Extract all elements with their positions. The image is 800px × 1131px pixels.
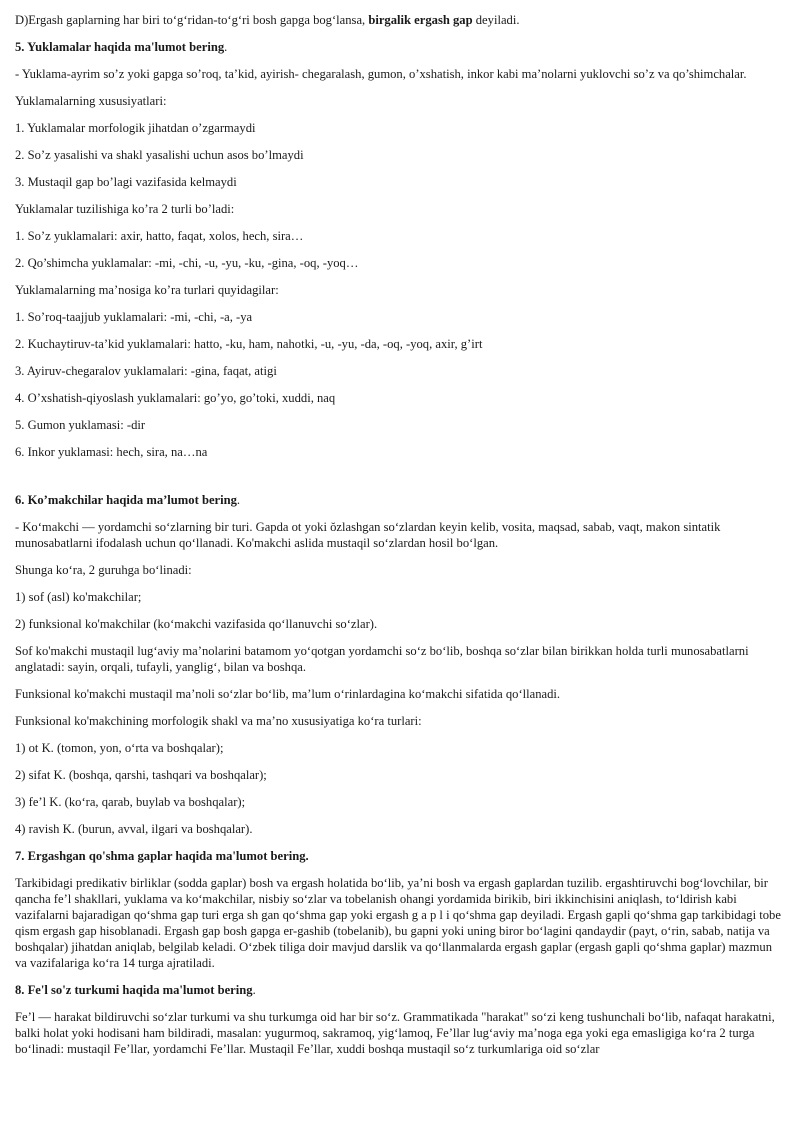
q5-title: 5. Yuklamalar haqida ma'lumot bering [15, 40, 225, 54]
q5-structure-heading: Yuklamalar tuzilishiga ko’ra 2 turli bo’ladi: [15, 202, 235, 216]
q8-body: Fe’l — harakat bildiruvchi so‘zlar turkumi va shu turkumga oid har bir so‘z. Grammatikada "harakat" so‘zi keng tushunchali bo‘lib, nafaqat harakatni, balki holat yoki hodisani ham bildiradi, masalan: yugurmoq, sakramoq, yig‘lamoq, Fe’llar lug‘aviy ma’noga ega yoki ega emasligiga ko‘ra 2 turga bo‘linadi: mustaqil Fe’llar, yordamchi Fe’llar. Mustaqil Fe’llar, xuddi boshqa mustaqil so‘z turkumlariga oid so‘zlar [15, 1010, 775, 1056]
q6-paragraph: 2) funksional ko'makchilar (ko‘makchi vazifasida qo‘llanuvchi so‘zlar). [15, 617, 378, 631]
section-spacer [15, 471, 787, 492]
q6-paragraph: Shunga ko‘ra, 2 guruhga bo‘linadi: [15, 563, 192, 577]
q5-feature-item: 2. So’z yasalishi va shakl yasalishi uchun asos bo’lmaydi [15, 148, 304, 162]
d-item-text-end: deyiladi. [472, 13, 520, 27]
q6-paragraph: Sof ko'makchi mustaqil lug‘aviy ma’nolarini batamom yo‘qotgan yordamchi so‘z bo‘lib, boshqa so‘zlar bilan birikkan holda turli munosabatlarni anglatadi: sayin, orqali, tufayli, yanglig‘, bilan va boshqa. [15, 644, 749, 674]
q8-title: 8. Fe'l so'z turkumi haqida ma'lumot bering [15, 983, 253, 997]
d-item-paragraph [15, 12, 787, 28]
d-item-text: D)Ergash gaplarning har biri to‘g‘ridan-to‘g‘ri bosh gapga bog‘lansa, [15, 13, 369, 27]
q5-meaning-item: 1. So’roq-taajjub yuklamalari: -mi, -chi, -a, -ya [15, 310, 253, 324]
q6-heading [15, 492, 787, 508]
q6-paragraph: - Ko‘makchi — yordamchi so‘zlarning bir turi. Gapda ot yoki ŏzlashgan so‘zlardan keyin kelib, vosita, maqsad, sabab, vaqt, makon sintatik munosabatlarni ifodalash uchun qo‘llanadi. Ko'makchi aslida mustaqil so‘zlardan hosil bo‘lgan. [15, 520, 721, 550]
q5-definition: - Yuklama-ayrim so’z yoki gapga so’roq, ta’kid, ayirish- chegaralash, gumon, o’xshatish, inkor kabi ma’nolarni yuklovchi so’z va qo’shimchalar. [15, 67, 747, 81]
q5-features-heading: Yuklamalarning xususiyatlari: [15, 94, 167, 108]
q5-title-suffix: . [224, 40, 228, 54]
q5-meaning-item: 5. Gumon yuklamasi: -dir [15, 418, 146, 432]
q7-heading [15, 848, 787, 864]
q5-meaning-heading: Yuklamalarning ma’nosiga ko’ra turlari quyidagilar: [15, 283, 279, 297]
q6-title-suffix: . [236, 493, 241, 507]
q5-meaning-item: 6. Inkor yuklamasi: hech, sira, na…na [15, 445, 208, 459]
q5-structure-item: 1. So’z yuklamalari: axir, hatto, faqat, xolos, hech, sira… [15, 229, 304, 243]
q8-heading [15, 982, 787, 998]
q5-meaning-item: 3. Ayiruv-chegaralov yuklamalari: -gina, faqat, atigi [15, 364, 277, 378]
d-item-bold-term: birgalik ergash gap [368, 13, 473, 27]
document-page [15, 12, 787, 1068]
q5-meaning-item: 4. O’xshatish-qiyoslash yuklamalari: go’yo, go’toki, xuddi, naq [15, 391, 336, 405]
q6-paragraph: Funksional ko'makchi mustaqil ma’noli so‘zlar bo‘lib, ma’lum o‘rinlardagina ko‘makchi sifatida qo‘llanadi. [15, 687, 561, 701]
q7-body: Tarkibidagi predikativ birliklar (sodda gaplar) bosh va ergash holatida bo‘lib, ya’ni bosh va ergash gaplardan tuzilib. ergashtiruvchi bog‘lovchilar, bir qancha fe’l shakllari, yuklama va ko‘makchilar, nisbiy so‘zlar va tobelanish ohangi yordamida birikib, biri ikkinchisini aniqlash, to‘ldirish kabi vazifalarni bajaradigan qo‘shma gap turi erga sh gan qo‘shma gap yoki ergash g a p l i qo‘shma gap deyiladi. Ergash gapli qo‘shma gap tarkibidagi tobe qism ergash gap hisoblanadi. Ergash gap bosh gapga er-gashib (tobelanib), bu gapni yoki uning biror bo‘lagini qandaydir (payt, o‘rin, sabab, natija va boshqalar) jihatdan aniqlab, belgilab keladi. O‘zbek tiliga doir mavjud darslik va qo‘llanmalarda ergash gaplar (ergash gapli qo‘shma gaplar) mazmun va vazifalariga ko‘ra 14 turga ajratiladi. [15, 876, 781, 970]
q6-paragraph: 2) sifat K. (boshqa, qarshi, tashqari va boshqalar); [15, 768, 267, 782]
q8-title-suffix: . [252, 983, 256, 997]
q6-paragraph: 1) ot K. (tomon, yon, o‘rta va boshqalar); [15, 741, 224, 755]
q6-paragraph: 1) sof (asl) ko'makchilar; [15, 590, 142, 604]
q5-heading [15, 39, 787, 55]
q6-paragraph: 4) ravish K. (burun, avval, ilgari va boshqalar). [15, 822, 253, 836]
q6-paragraph: 3) fe’l K. (ko‘ra, qarab, buylab va boshqalar); [15, 795, 246, 809]
q6-title: 6. Ko’makchilar haqida ma’lumot bering [15, 493, 237, 507]
q6-paragraph: Funksional ko'makchining morfologik shakl va ma’no xususiyatiga ko‘ra turlari: [15, 714, 422, 728]
q7-title: 7. Ergashgan qo'shma gaplar haqida ma'lumot bering. [15, 849, 309, 863]
q5-meaning-item: 2. Kuchaytiruv-ta’kid yuklamalari: hatto, -ku, ham, nahotki, -u, -yu, -da, -oq, -yoq, axir, g’irt [15, 337, 483, 351]
q5-structure-item: 2. Qo’shimcha yuklamalar: -mi, -chi, -u, -yu, -ku, -gina, -oq, -yoq… [15, 256, 359, 270]
q5-feature-item: 3. Mustaqil gap bo’lagi vazifasida kelmaydi [15, 175, 237, 189]
q5-feature-item: 1. Yuklamalar morfologik jihatdan o’zgarmaydi [15, 121, 256, 135]
